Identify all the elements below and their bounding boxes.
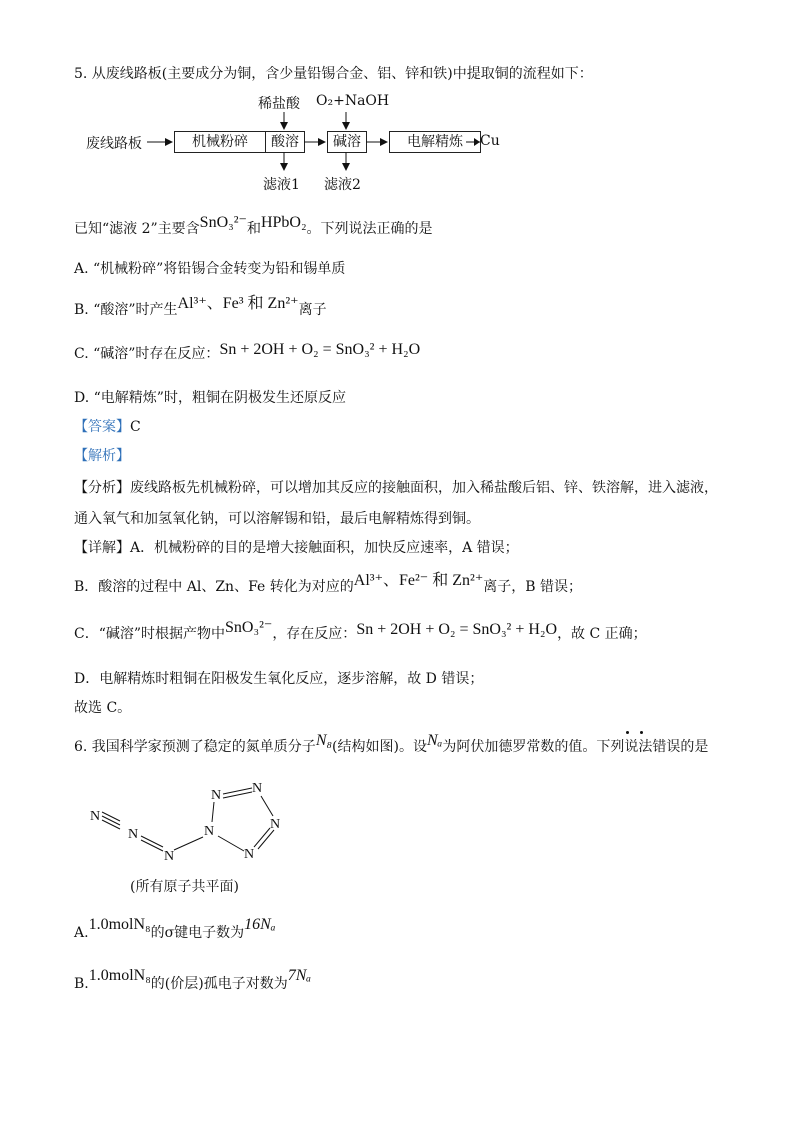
- reagent-acid: 稀盐酸: [258, 96, 300, 112]
- q6-stem: 6. 我国科学家预测了稳定的氮单质分子N₈(结构如图)。设Nₐ为阿伏加德罗常数的值。下列说法错误的是: [74, 732, 709, 755]
- fenxi-line2: 通入氧气和加氢氧化钠，可以溶解锡和铅，最后电解精炼得到铜。: [74, 511, 480, 527]
- filtrate-1: 滤液1: [263, 177, 300, 193]
- choose-line: 故选 C。: [74, 700, 132, 716]
- emphasis-dot: [626, 731, 629, 734]
- detail-a: 【详解】A．机械粉碎的目的是增大接触面积，加快反应速率，A 错误；: [74, 540, 519, 556]
- option-d: D. “电解精炼”时，粗铜在阴极发生还原反应: [74, 390, 346, 406]
- flow-step-acid: 酸溶: [265, 131, 305, 153]
- flow-step-electrolysis: 电解精炼: [389, 131, 481, 153]
- n8-atom: N: [128, 827, 139, 842]
- reagent-base: O₂+NaOH: [316, 93, 390, 109]
- known-line: 已知“滤液 2”主要含SnO₃²⁻和HPbO₂。下列说法正确的是: [74, 214, 433, 237]
- answer-value: C: [130, 419, 141, 435]
- n8-atom: N: [270, 817, 281, 832]
- flow-start: 废线路板: [86, 136, 142, 152]
- arrow-to-cu: [466, 136, 482, 148]
- emphasis-dot: [640, 731, 643, 734]
- n8-atom: N: [164, 849, 175, 864]
- detail-d: D．电解精炼时粗铜在阳极发生氧化反应，逐步溶解，故 D 错误；: [74, 671, 484, 687]
- answer-line: [74, 416, 141, 436]
- flow-step-crush: 机械粉碎: [174, 131, 266, 153]
- flow-step-base: 碱溶: [327, 131, 367, 153]
- q5-stem: 5. 从废线路板(主要成分为铜，含少量铅锡合金、铝、锌和铁)中提取铜的流程如下：: [74, 66, 593, 82]
- answer-label: 【答案】: [74, 419, 130, 435]
- flow-arrows: [0, 0, 800, 230]
- detail-c: C．“碱溶”时根据产物中SnO₃²⁻，存在反应：Sn + 2OH + O₂ = SnO₃² + H₂O，故 C 正确；: [74, 619, 647, 642]
- n8-caption: (所有原子共平面): [130, 879, 239, 895]
- option-a: A. “机械粉碎”将铅锡合金转变为铅和锡单质: [74, 261, 346, 277]
- filtrate-2: 滤液2: [324, 177, 361, 193]
- option-c: C. “碱溶”时存在反应：Sn + 2OH + O₂ = SnO₃² + H₂O: [74, 341, 421, 362]
- analysis-label: 【解析】: [74, 448, 130, 464]
- flow-end: Cu: [480, 133, 500, 149]
- n8-atom: N: [211, 788, 222, 803]
- q6-option-a: A.1.0molN₈的σ键电子数为16Nₐ: [74, 916, 276, 941]
- fenxi-line1: 【分析】废线路板先机械粉碎，可以增加其反应的接触面积，加入稀盐酸后铝、锌、铁溶解，进入滤液，: [74, 480, 718, 496]
- option-b: B. “酸溶”时产生Al³⁺、Fe³ 和 Zn²⁺离子: [74, 295, 327, 318]
- q6-option-b: B.1.0molN₈的(价层)孤电子对数为7Nₐ: [74, 967, 312, 992]
- detail-b: B．酸溶的过程中 Al、Zn、Fe 转化为对应的Al³⁺、Fe²⁻ 和 Zn²⁺离子，B 错误；: [74, 572, 583, 595]
- n8-atom: N: [204, 824, 215, 839]
- n8-atom: N: [244, 847, 255, 862]
- n8-atom: N: [252, 781, 263, 796]
- n8-atom: N: [90, 809, 101, 824]
- n8-structure: [80, 772, 300, 872]
